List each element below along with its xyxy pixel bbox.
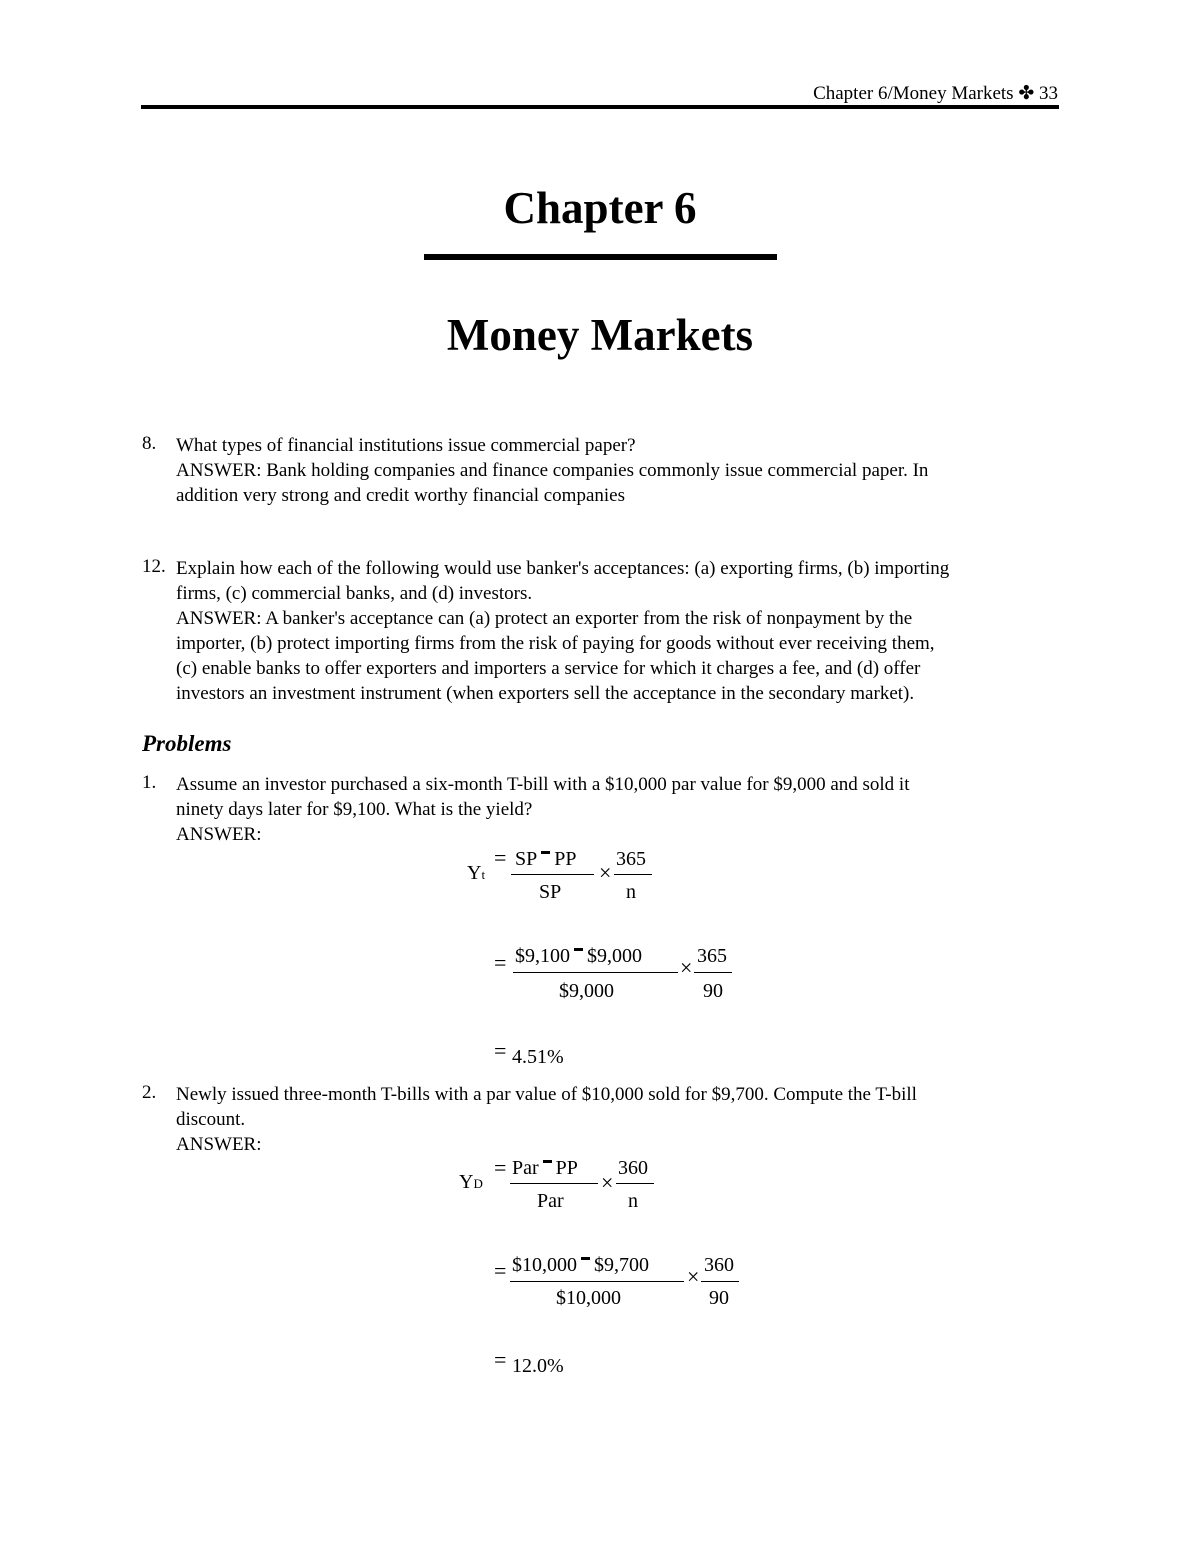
fraction-bar: [511, 874, 594, 875]
fraction-numerator: $10,000 $9,700: [512, 1254, 649, 1276]
answer-label: ANSWER:: [176, 824, 262, 845]
times-sign: ×: [687, 1264, 700, 1289]
equals-sign: =: [494, 845, 507, 870]
result-value: 4.51%: [512, 1046, 564, 1068]
fraction-bar: [510, 1281, 684, 1282]
answer-line: ANSWER: A banker's acceptance can (a) protect an exporter from the risk of nonpayment by the: [176, 608, 913, 629]
problem-line: ninety days later for $9,100. What is the yield?: [176, 799, 533, 820]
minus-sign: [581, 1257, 590, 1260]
times-sign: ×: [601, 1170, 614, 1195]
running-head: Chapter 6/Money Markets ✤ 33: [813, 83, 1058, 104]
equals-sign: =: [494, 1038, 507, 1063]
answer-line: importer, (b) protect importing firms from the risk of paying for goods without ever receiving them,: [176, 633, 935, 654]
minus-sign: [541, 851, 550, 854]
question-text: What types of financial institutions issue commercial paper?: [176, 435, 636, 456]
answer-line: ANSWER: Bank holding companies and finance companies commonly issue commercial paper. In: [176, 460, 929, 481]
problems-heading: Problems: [142, 731, 232, 756]
problem-line: Assume an investor purchased a six-month T-bill with a $10,000 par value for $9,000 and sold it: [176, 774, 910, 795]
problem-line: Newly issued three-month T-bills with a par value of $10,000 sold for $9,700. Compute the T-bill: [176, 1084, 917, 1105]
fraction-bar: [510, 1183, 598, 1184]
fraction-numerator: Par PP: [512, 1157, 578, 1179]
equals-sign: =: [494, 1347, 507, 1372]
fraction-denominator: $9,000: [559, 980, 614, 1002]
fraction-denominator: 90: [703, 980, 723, 1002]
fraction-numerator: SP PP: [515, 848, 577, 870]
answer-line: investors an investment instrument (when exporters sell the acceptance in the secondary market).: [176, 683, 915, 704]
header-rule: [141, 105, 1059, 109]
fraction-bar: [614, 874, 652, 875]
result-value: 12.0%: [512, 1355, 564, 1377]
problem-number: 1.: [142, 772, 157, 793]
title-rule: [424, 254, 777, 260]
formula-lhs: YD: [459, 1171, 483, 1193]
minus-sign: [574, 948, 583, 951]
equals-sign: =: [494, 1155, 507, 1180]
fraction-bar: [694, 972, 732, 973]
fraction-bar: [701, 1281, 739, 1282]
equals-sign: =: [494, 1258, 507, 1283]
times-sign: ×: [599, 860, 612, 885]
page-title: Money Markets: [446, 310, 754, 360]
fraction-denominator: Par: [537, 1190, 564, 1212]
equals-sign: =: [494, 950, 507, 975]
minus-sign: [543, 1160, 552, 1163]
fraction-numerator: 360: [618, 1157, 648, 1179]
fraction-bar: [513, 972, 678, 973]
times-sign: ×: [680, 955, 693, 980]
fraction-bar: [616, 1183, 654, 1184]
fraction-numerator: 360: [704, 1254, 734, 1276]
problem-1: [176, 772, 1066, 847]
problem-line: discount.: [176, 1109, 246, 1130]
fraction-denominator: 90: [709, 1287, 729, 1309]
fraction-numerator: $9,100 $9,000: [515, 945, 642, 967]
fraction-numerator: 365: [616, 848, 646, 870]
fraction-denominator: n: [628, 1190, 638, 1212]
answer-label: ANSWER:: [176, 1134, 262, 1155]
fraction-numerator: 365: [697, 945, 727, 967]
fraction-denominator: $10,000: [556, 1287, 621, 1309]
question-12: [176, 556, 1066, 706]
question-line: firms, (c) commercial banks, and (d) investors.: [176, 583, 533, 604]
formula-lhs: Yt: [467, 862, 486, 884]
problem-number: 2.: [142, 1082, 157, 1103]
question-number: 12.: [142, 556, 166, 577]
fraction-denominator: n: [626, 881, 636, 903]
question-number: 8.: [142, 433, 157, 454]
chapter-title: Chapter 6: [503, 183, 697, 233]
question-line: Explain how each of the following would use banker's acceptances: (a) exporting firms, (b) importing: [176, 558, 950, 579]
answer-line: (c) enable banks to offer exporters and importers a service for which it charges a fee, and (d) offer: [176, 658, 921, 679]
problem-2: [176, 1082, 1066, 1157]
fraction-denominator: SP: [539, 881, 562, 903]
question-8: [176, 433, 1066, 508]
answer-line: addition very strong and credit worthy financial companies: [176, 485, 626, 506]
